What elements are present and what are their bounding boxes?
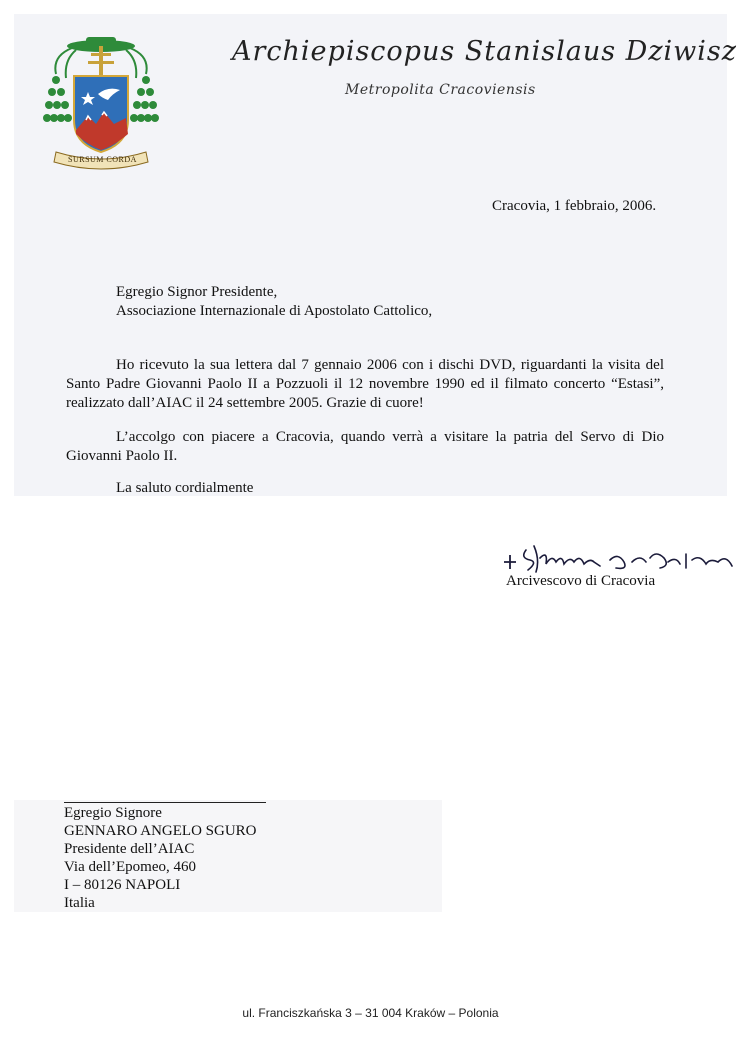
recipient-address (64, 804, 257, 912)
closing-line: La saluto cordialmente (116, 480, 254, 496)
letterhead-sender-title: Metropolita Cracoviensis (345, 82, 536, 98)
motto-ribbon-text: SURSUM CORDA (68, 155, 137, 164)
handwritten-signature (500, 540, 740, 576)
address-line: Via dell’Epomeo, 460 (64, 859, 196, 875)
footer-address: ul. Franciszkańska 3 – 31 004 Kraków – Polonia (242, 1006, 499, 1020)
address-rule (64, 802, 266, 803)
body-paragraph-1: Ho ricevuto la sua lettera dal 7 gennaio 2006 con i dischi DVD, riguardanti la visita del Santo Padre Giovanni Paolo II a Pozzuoli il 12 novembre 1990 ed il filmato concerto “Estasi”, realizzato dall’AIAC il 24 settembre 2005. Grazie di cuore! (66, 357, 664, 411)
body-paragraph-2: L’accolgo con piacere a Cracovia, quando verrà a visitare la patria del Servo di Dio Giovanni Paolo II. (66, 429, 664, 464)
address-line: I – 80126 NAPOLI (64, 877, 181, 893)
address-line: Egregio Signore (64, 805, 162, 821)
address-line: Italia (64, 895, 95, 911)
signer-role: Arcivescovo di Cracovia (506, 573, 656, 589)
salutation-line: Egregio Signor Presidente, (116, 284, 278, 300)
address-line: GENNARO ANGELO SGURO (64, 823, 257, 839)
letter-date: Cracovia, 1 febbraio, 2006. (492, 198, 657, 214)
letterhead-sender-name: Archiepiscopus Stanislaus Dziwisz (232, 36, 738, 67)
address-line: Presidente dell’AIAC (64, 841, 195, 857)
coat-of-arms-icon (42, 34, 160, 172)
salutation (116, 283, 432, 321)
salutation-line: Associazione Internazionale di Apostolato Cattolico, (116, 303, 433, 319)
